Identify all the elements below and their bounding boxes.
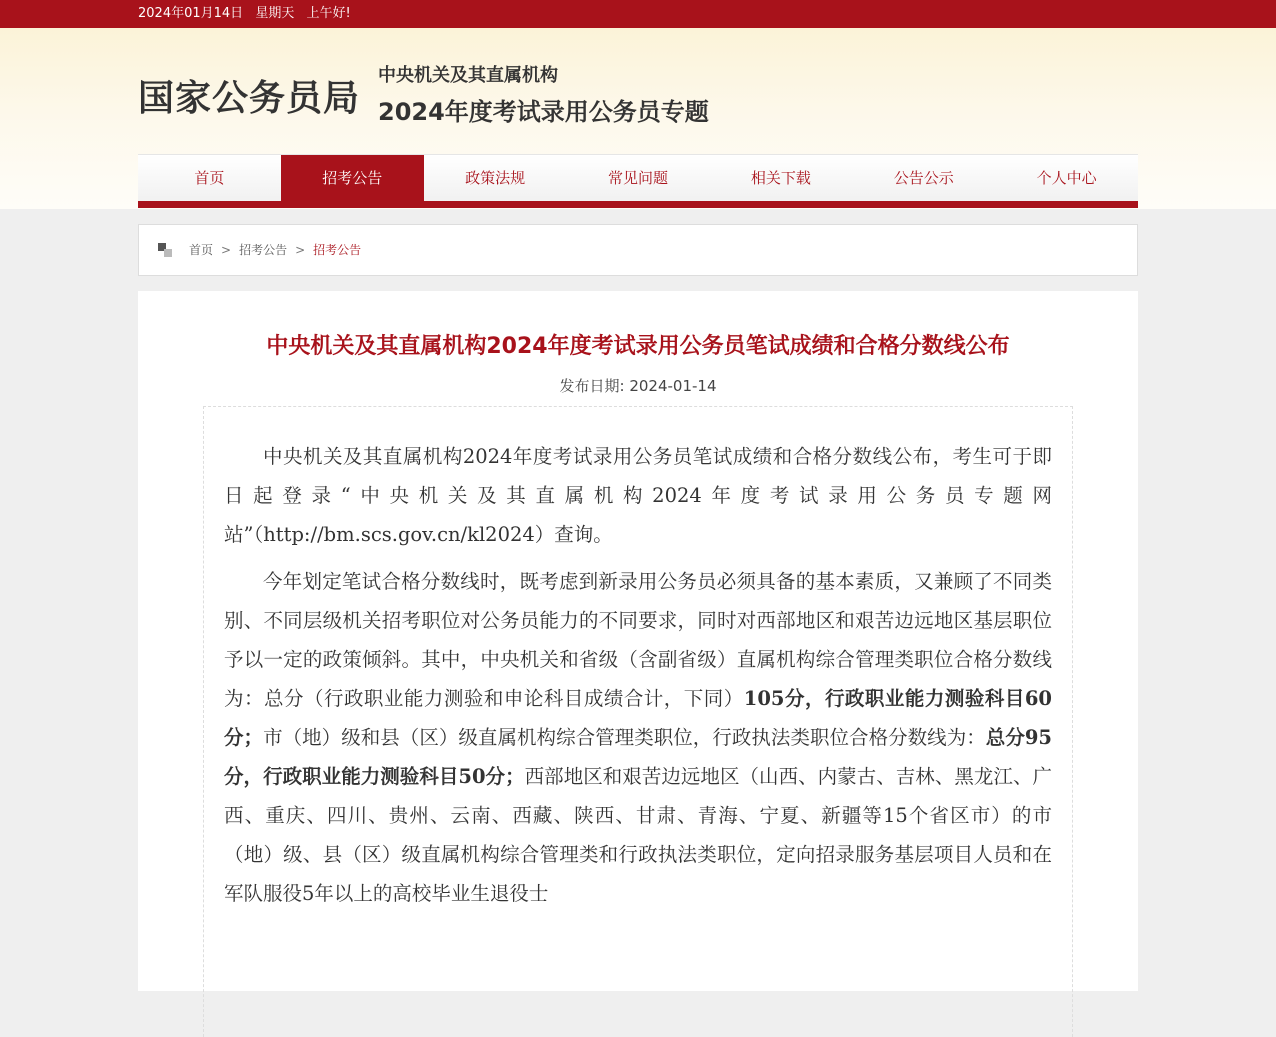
nav-item-recruitment-notices[interactable]: 招考公告: [281, 155, 424, 202]
current-weekday: 星期天: [255, 6, 295, 21]
nav-item-policies[interactable]: 政策法规: [465, 169, 526, 187]
breadcrumb-separator: >: [295, 243, 306, 257]
article-title: 中央机关及其直属机构2024年度考试录用公务员笔试成绩和合格分数线公布: [266, 334, 1010, 359]
nav-underline: [138, 201, 1138, 208]
paragraph-text: 今年划定笔试合格分数线时，既考虑到新录用公务员必须具备的基本素质，又兼顾了不同类别、不同层级机关招考职位对公务员能力的不同要求，同时对西部地区和艰苦边远地区基层职位予以一定的政策倾斜。其中，中央机关和省级（含副省级）直属机构综合管理类职位合格分数线为：总分（行政职业能力测验和申论科目成绩合计，下同）: [224, 570, 1052, 710]
current-date: 2024年01月14日: [138, 6, 244, 21]
publish-date: [138, 375, 1138, 396]
article-body: [203, 406, 1073, 1037]
article-paragraph-2: [224, 562, 1052, 913]
publish-date-label: 发布日期:: [559, 377, 625, 395]
site-logo[interactable]: 国家公务员局: [138, 78, 361, 119]
breadcrumb-section-link[interactable]: 招考公告: [239, 243, 288, 257]
nav-item-downloads[interactable]: 相关下载: [750, 169, 811, 187]
breadcrumb-separator: >: [221, 243, 232, 257]
main-nav: [138, 154, 1138, 202]
nav-item-faq[interactable]: 常见问题: [608, 169, 669, 187]
article-container: [138, 291, 1138, 991]
nav-item-announcements[interactable]: 公告公示: [893, 169, 954, 187]
site-subtitle-org: 中央机关及其直属机构: [378, 65, 558, 86]
nav-item-personal-center[interactable]: 个人中心: [1036, 169, 1097, 187]
breadcrumb-squares-icon: [158, 243, 172, 257]
paragraph-text: 市（地）级和县（区）级直属机构综合管理类职位，行政执法类职位合格分数线为：: [263, 726, 986, 749]
site-subtitle-topic: 2024年度考试录用公务员专题: [378, 98, 709, 126]
breadcrumb-home-link[interactable]: 首页: [189, 243, 214, 257]
article-paragraph-1: 中央机关及其直属机构2024年度考试录用公务员笔试成绩和合格分数线公布，考生可于即日起登录“中央机关及其直属机构2024年度考试录用公务员专题网站”（http://bm.scs.gov.cn/kl2024）查询。: [224, 445, 1052, 546]
score-line-municipal: 总分95分，行政职业能力测验科目50分；: [224, 726, 1052, 788]
site-header: [0, 28, 1276, 209]
publish-date-value: 2024-01-14: [629, 377, 717, 395]
breadcrumb: [138, 224, 1138, 276]
paragraph-text: 西部地区和艰苦边远地区（山西、内蒙古、吉林、黑龙江、广西、重庆、四川、贵州、云南、西藏、陕西、甘肃、青海、宁夏、新疆等15个省区市）的市（地）级、县（区）级直属机构综合管理类和行政执法类职位，定向招录服务基层项目人员和在军队服役5年以上的高校毕业生退役士: [224, 765, 1052, 905]
breadcrumb-current[interactable]: 招考公告: [313, 243, 362, 257]
top-bar: [0, 0, 1276, 28]
nav-item-home[interactable]: 首页: [194, 169, 225, 187]
score-line-central: 105分，行政职业能力测验科目60分；: [224, 687, 1052, 749]
greeting: 上午好!: [306, 6, 351, 21]
